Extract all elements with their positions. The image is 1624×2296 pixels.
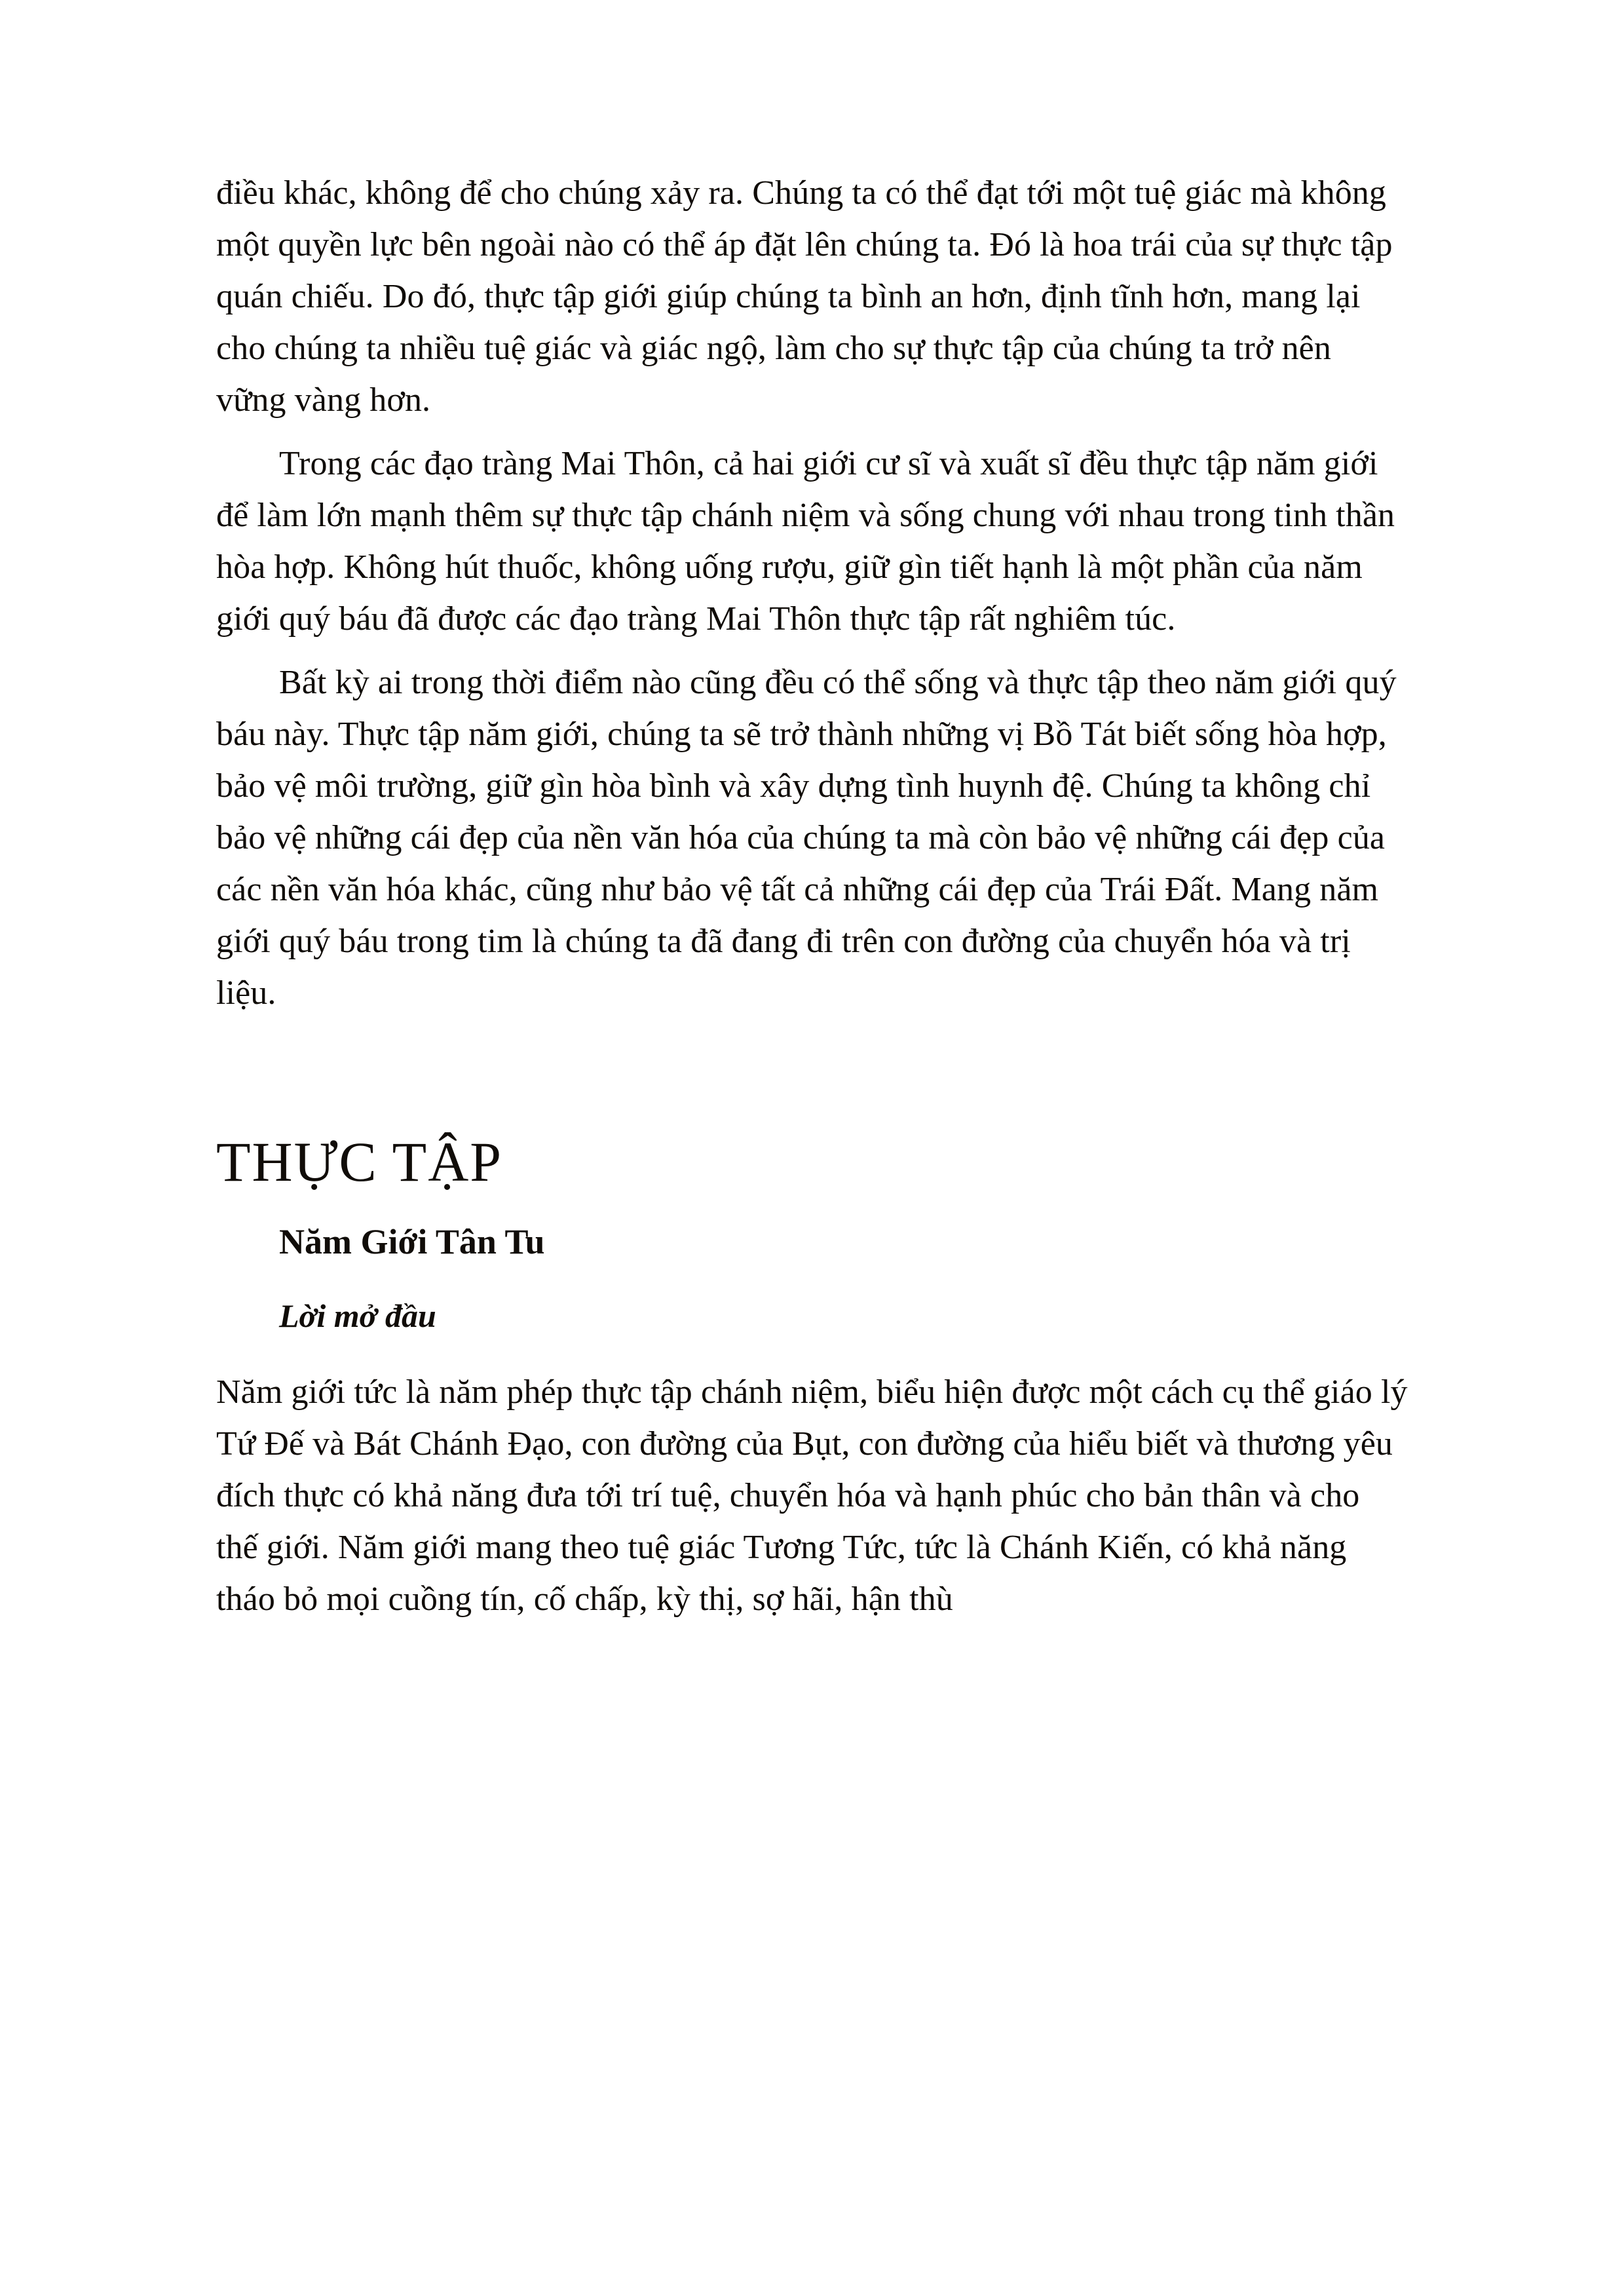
paragraph-3: Bất kỳ ai trong thời điểm nào cũng đều có thể sống và thực tập theo năm giới quý báu này. Thực tập năm giới, chúng ta sẽ trở thành những vị Bồ Tát biết sống hòa hợp, bảo vệ môi trường, giữ gìn hòa bình và xây dựng tình huynh đệ. Chúng ta không chỉ bảo vệ những cái đẹp của nền văn hóa của chúng ta mà còn bảo vệ những cái đẹp của các nền văn hóa khác, cũng như bảo vệ tất cả những cái đẹp của Trái Đất. Mang năm giới quý báu trong tim là chúng ta đã đang đi trên con đường của chuyển hóa và trị liệu.	[216, 664, 1397, 1012]
sub-subsection-title: Lời mở đầu	[279, 1297, 436, 1335]
section-title: THỰC TẬP	[216, 1130, 503, 1193]
subsection-title: Năm Giới Tân Tu	[279, 1222, 545, 1262]
paragraph-2: Trong các đạo tràng Mai Thôn, cả hai giới cư sĩ và xuất sĩ đều thực tập năm giới để làm lớn mạnh thêm sự thực tập chánh niệm và sống chung với nhau trong tinh thần hòa hợp. Không hút thuốc, không uống rượu, giữ gìn tiết hạnh là một phần của năm giới quý báu đã được các đạo tràng Mai Thôn thực tập rất nghiêm túc.	[216, 445, 1395, 638]
paragraph-4: Năm giới tức là năm phép thực tập chánh niệm, biểu hiện được một cách cụ thể giáo lý Tứ Đế và Bát Chánh Đạo, con đường của Bụt, con đường của hiểu biết và thương yêu đích thực có khả năng đưa tới trí tuệ, chuyển hóa và hạnh phúc cho bản thân và cho thế giới. Năm giới mang theo tuệ giác Tương Tức, tức là Chánh Kiến, có khả năng tháo bỏ mọi cuồng tín, cố chấp, kỳ thị, sợ hãi, hận thù	[216, 1373, 1408, 1618]
section-heading-block	[216, 1131, 1408, 1338]
paragraph-1: điều khác, không để cho chúng xảy ra. Chúng ta có thể đạt tới một tuệ giác mà không một quyền lực bên ngoài nào có thể áp đặt lên chúng ta. Đó là hoa trái của sự thực tập quán chiếu. Do đó, thực tập giới giúp chúng ta bình an hơn, định tĩnh hơn, mang lại cho chúng ta nhiều tuệ giác và giác ngộ, làm cho sự thực tập của chúng ta trở nên vững vàng hơn.	[216, 174, 1393, 419]
